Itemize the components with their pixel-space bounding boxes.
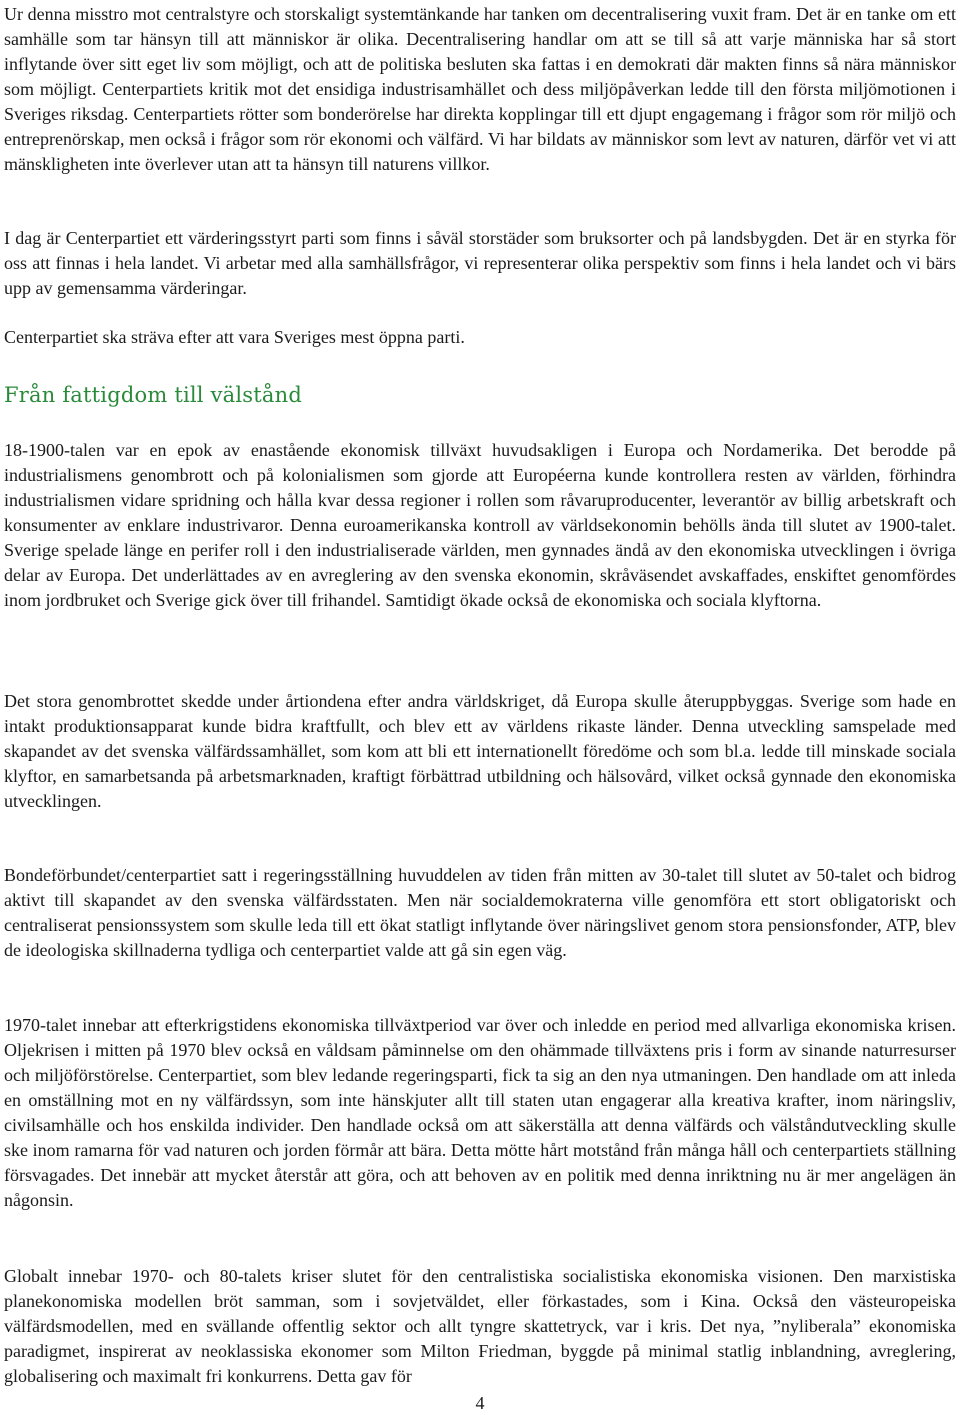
paragraph: Ur denna misstro mot centralstyre och storskaligt systemtänkande har tanken om decentralisering vuxit fram. Det är en tanke om ett samhälle som tar hänsyn till att människor är olika. Decentralisering handlar om att se till så att varje människa har så stort inflytande över sitt eget liv som möjligt, och att de politiska besluten ska fattas i en demokrati där makten finns så nära människor som möjligt. Centerpartiets kritik mot det ensidiga industrisamhället och dess miljöpåverkan ledde till den första miljömotionen i Sveriges riksdag. Centerpartiets rötter som bonderörelse har direkta kopplingar till ett djupt engagemang i frågor som rör miljö och entreprenörskap, men också i frågor som rör ekonomi och välfärd. Vi har bildats av människor som levt av naturen, därför vet vi att mänskligheten inte överlever utan att ta hänsyn till naturens villkor.	[4, 4, 956, 174]
page-number: 4	[475, 1393, 485, 1413]
paragraph: 18-1900-talen var en epok av enastående ekonomisk tillväxt huvudsakligen i Europa och Nordamerika. Det berodde på industrialismens genombrott och på kolonialismen som gjorde att Européerna kunde kontrollera resten av världen, förhindra industrialismen vidare spridning och hålla kvar dessa regioner i rollen som råvaruproducenter, leverantör av billig arbetskraft och konsumenter av enklare industrivaror. Denna euroamerikanska kontroll av världsekonomin behölls ända till slutet av 1900-talet. Sverige spelade länge en perifer roll i den industrialiserade världen, men gynnades ändå av den ekonomiska utvecklingen i övriga delar av Europa. Det underlättades av en avreglering av den svenska ekonomin, skråväsendet avskaffades, enskiftet genomfördes inom jordbruket och Sverige gick över till frihandel. Samtidigt ökade också de ekonomiska och sociala klyftorna.	[4, 440, 956, 610]
paragraph: Globalt innebar 1970- och 80-talets kriser slutet för den centralistiska socialistiska ekonomiska visionen. Den marxistiska planekonomiska modellen bröt samman, som i sovjetväldet, eller förkastades, som i Kina. Också den västeuropeiska välfärdsmodellen, med en svällande offentlig sektor och allt tyngre skattetryck, var i kris. Det nya, ”nyliberala” ekonomiska paradigmet, inspirerat av neoklassiska ekonomer som Milton Friedman, byggde på minimal statlig inblandning, avreglering, globalisering och maximalt fri konkurrens. Detta gav för	[4, 1266, 956, 1386]
paragraph: 1970-talet innebar att efterkrigstidens ekonomiska tillväxtperiod var över och inledde en period med allvarliga ekonomiska krisen. Oljekrisen i mitten på 1970 blev också en våldsam påminnelse om den ohämmade tillväxtens pris i form av sinande naturresurser och miljöförstörelse. Centerpartiet, som blev ledande regeringsparti, fick ta sig an den nya utmaningen. Den handlade om att inleda en omställning mot en ny välfärdssyn, som inte hänskjuter allt till staten utan engagerar alla kreativa krafter, inom näringsliv, civilsamhälle och hos enskilda individer. Den handlade också om att säkerställa att denna välfärds och välståndutveckling skulle ske inom ramarna för vad naturen och jorden förmår att bära. Detta mötte hårt motstånd från många håll och centerpartiets ställning försvagades. Det innebär att mycket återstår att göra, och att behoven av en politik med denna inriktning nu är mer angelägen än någonsin.	[4, 1015, 956, 1210]
paragraph: I dag är Centerpartiet ett värderingsstyrt parti som finns i såväl storstäder som bruksorter och på landsbygden. Det är en styrka för oss att finnas i hela landet. Vi arbetar med alla samhällsfrågor, vi representerar olika perspektiv som finns i hela landet och vi bärs upp av gemensamma värderingar.	[4, 228, 956, 298]
paragraph: Det stora genombrottet skedde under årtiondena efter andra världskriget, då Europa skulle återuppbyggas. Sverige som hade en intakt produktionsapparat kunde bidra kraftfullt, och blev ett av världens rikaste länder. Denna utveckling samspelade med skapandet av det svenska välfärdssamhället, som kom att bli ett internationellt föredöme och som bl.a. ledde till minskade sociala klyftor, en samarbetsanda på arbetsmarknaden, kraftigt förbättrad utbildning och hälsovård, vilket också gynnade den ekonomiska utvecklingen.	[4, 691, 956, 811]
paragraph: Centerpartiet ska sträva efter att vara Sveriges mest öppna parti.	[4, 327, 465, 347]
section-heading: Från fattigdom till välstånd	[4, 383, 303, 407]
paragraph: Bondeförbundet/centerpartiet satt i regeringsställning huvuddelen av tiden från mitten av 30-talet till slutet av 50-talet och bidrog aktivt till skapandet av den svenska välfärdsstaten. Men när socialdemokraterna ville genomföra ett stort obligatoriskt och centraliserat pensionssystem som skulle leda till ett ökat statligt inflytande över näringslivet genom stora pensionsfonder, ATP, blev de ideologiska skillnaderna tydliga och centerpartiet valde att gå sin egen väg.	[4, 865, 956, 960]
